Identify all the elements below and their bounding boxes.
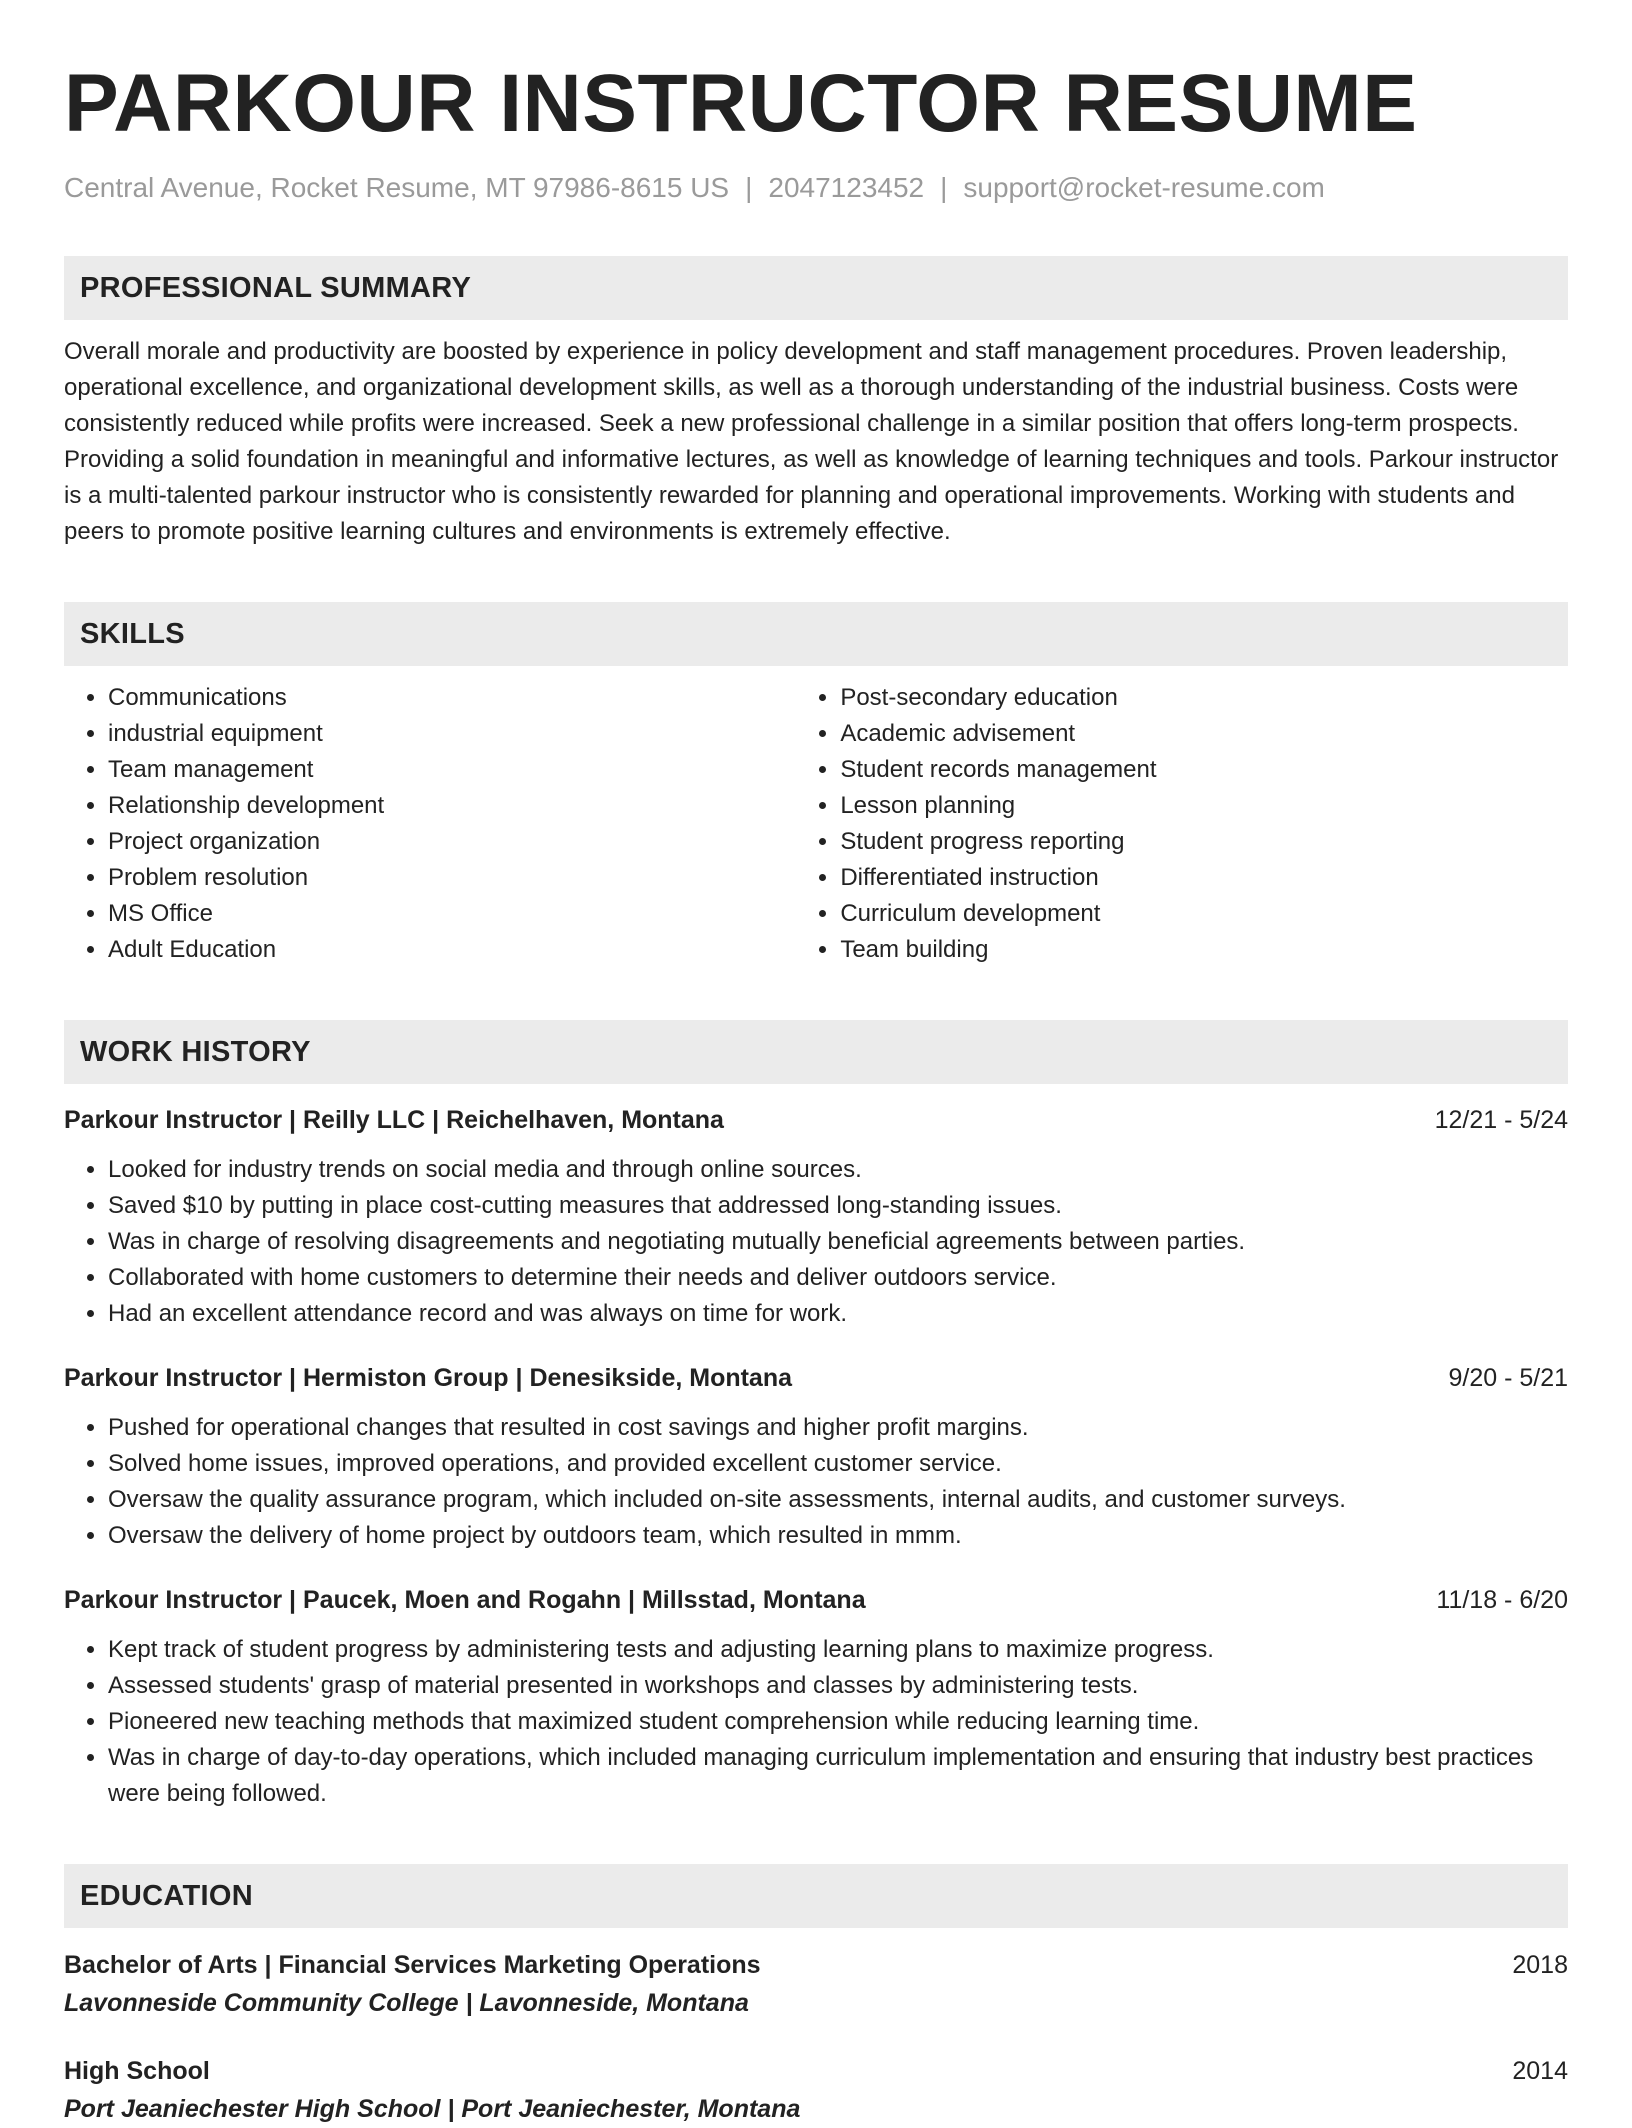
contact-address: Central Avenue, Rocket Resume, MT 97986-8615 US xyxy=(64,172,730,203)
job-bullets xyxy=(64,1152,1568,1332)
skill-item: • Curriculum development xyxy=(840,896,1568,932)
job-entry xyxy=(64,1582,1568,1812)
job-dates: 9/20 - 5/21 xyxy=(1448,1364,1568,1392)
skills-column-right xyxy=(796,680,1568,968)
education-year: 2018 xyxy=(1512,1951,1568,1979)
resume-title: PARKOUR INSTRUCTOR RESUME xyxy=(64,58,1418,149)
section-heading-work-history: WORK HISTORY xyxy=(64,1020,1568,1084)
contact-email: support@rocket-resume.com xyxy=(963,172,1325,203)
skill-item: • Student records management xyxy=(840,752,1568,788)
job-bullets xyxy=(64,1410,1568,1554)
job-bullet: • Collaborated with home customers to determine their needs and deliver outdoors service. xyxy=(108,1260,1568,1296)
education-school: Lavonneside Community College | Lavonneside, Montana xyxy=(64,1989,749,2017)
contact-phone: 2047123452 xyxy=(768,172,925,203)
job-bullet: • Was in charge of resolving disagreements and negotiating mutually beneficial agreements between parties. xyxy=(108,1224,1568,1260)
job-header xyxy=(64,1360,1568,1396)
skill-item: • Differentiated instruction xyxy=(840,860,1568,896)
skill-item: • industrial equipment xyxy=(108,716,796,752)
section-heading-summary: PROFESSIONAL SUMMARY xyxy=(64,256,1568,320)
skill-item: • Team building xyxy=(840,932,1568,968)
education-degree: High School xyxy=(64,2057,210,2085)
education-year: 2014 xyxy=(1512,2057,1568,2085)
job-bullet: • Kept track of student progress by administering tests and adjusting learning plans to maximize progress. xyxy=(108,1632,1568,1668)
section-heading-skills: SKILLS xyxy=(64,602,1568,666)
job-title: Parkour Instructor | Reilly LLC | Reichelhaven, Montana xyxy=(64,1106,724,1134)
education-school: Port Jeaniechester High School | Port Jeaniechester, Montana xyxy=(64,2095,801,2123)
skill-item: • Lesson planning xyxy=(840,788,1568,824)
skill-item: • Adult Education xyxy=(108,932,796,968)
job-header xyxy=(64,1102,1568,1138)
job-bullet: • Oversaw the quality assurance program, which included on-site assessments, internal audits, and customer surveys. xyxy=(108,1482,1568,1518)
job-bullet: • Solved home issues, improved operations, and provided excellent customer service. xyxy=(108,1446,1568,1482)
job-dates: 12/21 - 5/24 xyxy=(1434,1106,1568,1134)
skills-list xyxy=(64,680,1568,968)
job-title: Parkour Instructor | Hermiston Group | Denesikside, Montana xyxy=(64,1364,793,1392)
job-bullet: • Had an excellent attendance record and was always on time for work. xyxy=(108,1296,1568,1332)
job-bullet: • Was in charge of day-to-day operations, which included managing curriculum implementation and ensuring that industry best practices were being followed. xyxy=(108,1740,1568,1812)
job-bullet: • Looked for industry trends on social media and through online sources. xyxy=(108,1152,1568,1188)
skill-item: • MS Office xyxy=(108,896,796,932)
contact-separator: | xyxy=(940,172,948,203)
job-bullet: • Pioneered new teaching methods that maximized student comprehension while reducing learning time. xyxy=(108,1704,1568,1740)
job-bullet: • Pushed for operational changes that resulted in cost savings and higher profit margins. xyxy=(108,1410,1568,1446)
skill-item: • Communications xyxy=(108,680,796,716)
education-entry xyxy=(64,1946,1568,2022)
skill-item: • Team management xyxy=(108,752,796,788)
job-bullet: • Oversaw the delivery of home project by outdoors team, which resulted in mmm. xyxy=(108,1518,1568,1554)
skill-item: • Problem resolution xyxy=(108,860,796,896)
skills-column-left xyxy=(64,680,796,968)
summary-text: Overall morale and productivity are boosted by experience in policy development and staff management procedures. Proven leadership, operational excellence, and organizational development skills, as well as a thorough understanding of the industrial business. Costs were consistently reduced while profits were increased. Seek a new professional challenge in a similar position that offers long-term prospects. Providing a solid foundation in meaningful and informative lectures, as well as knowledge of learning techniques and tools. Parkour instructor is a multi-talented parkour instructor who is consistently rewarded for planning and operational improvements. Working with students and peers to promote positive learning cultures and environments is extremely effective. xyxy=(64,338,1559,545)
contact-separator: | xyxy=(745,172,753,203)
job-entry xyxy=(64,1360,1568,1554)
skill-item: • Post-secondary education xyxy=(840,680,1568,716)
job-dates: 11/18 - 6/20 xyxy=(1436,1586,1568,1614)
skill-item: • Project organization xyxy=(108,824,796,860)
education-header xyxy=(64,2052,1568,2090)
skill-item: • Relationship development xyxy=(108,788,796,824)
skill-item: • Student progress reporting xyxy=(840,824,1568,860)
job-bullet: • Saved $10 by putting in place cost-cutting measures that addressed long-standing issues. xyxy=(108,1188,1568,1224)
contact-line xyxy=(64,170,1568,206)
education-header xyxy=(64,1946,1568,1984)
job-bullets xyxy=(64,1632,1568,1812)
education-degree: Bachelor of Arts | Financial Services Marketing Operations xyxy=(64,1951,761,1979)
skill-item: • Academic advisement xyxy=(840,716,1568,752)
job-entry xyxy=(64,1102,1568,1332)
job-title: Parkour Instructor | Paucek, Moen and Rogahn | Millsstad, Montana xyxy=(64,1586,866,1614)
job-bullet: • Assessed students' grasp of material presented in workshops and classes by administering tests. xyxy=(108,1668,1568,1704)
job-header xyxy=(64,1582,1568,1618)
education-entry xyxy=(64,2052,1568,2128)
section-heading-education: EDUCATION xyxy=(64,1864,1568,1928)
